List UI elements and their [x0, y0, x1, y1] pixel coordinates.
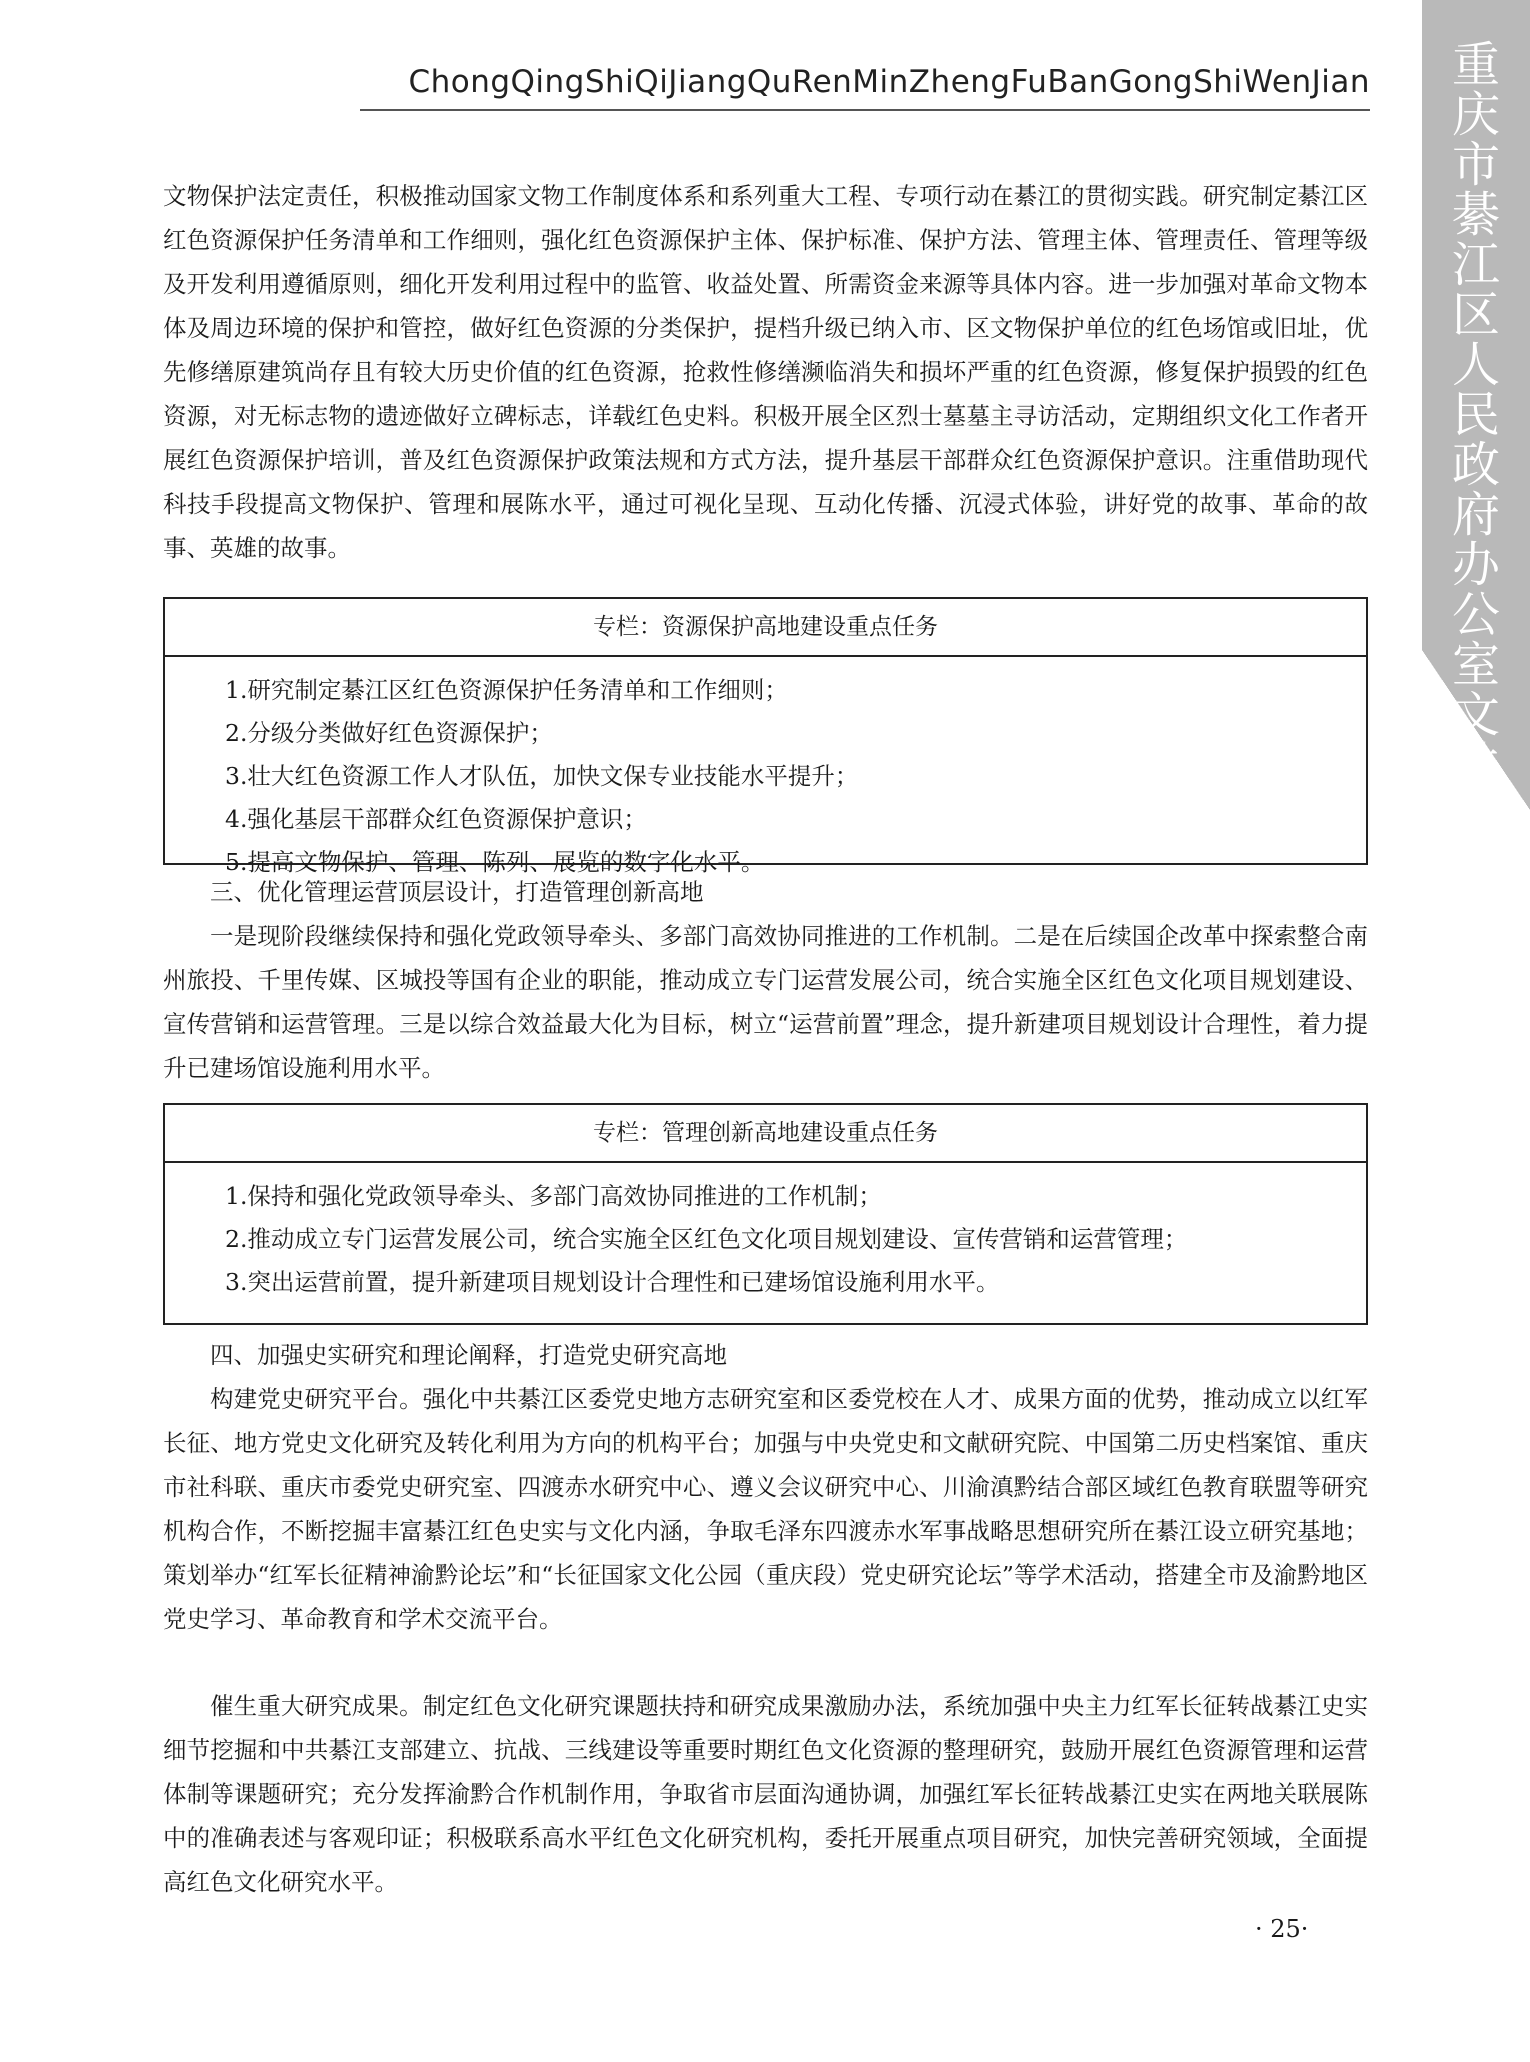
page-number: · 25· — [1255, 1915, 1309, 1943]
paragraph-intro: 文物保护法定责任，积极推动国家文物工作制度体系和系列重大工程、专项行动在綦江的贯彻实践。研究制定綦江区红色资源保护任务清单和工作细则，强化红色资源保护主体、保护标准、保护方法、管理主体、管理责任、管理等级及开发利用遵循原则，细化开发利用过程中的监管、收益处置、所需资金来源等具体内容。进一步加强对革命文物本体及周边环境的保护和管控，做好红色资源的分类保护，提档升级已纳入市、区文物保护单位的红色场馆或旧址，优先修缮原建筑尚存且有较大历史价值的红色资源，抢救性修缮濒临消失和损坏严重的红色资源，修复保护损毁的红色资源，对无标志物的遗迹做好立碑标志，详载红色史料。积极开展全区烈士墓墓主寻访活动，定期组织文化工作者开展红色资源保护培训，普及红色资源保护政策法规和方式方法，提升基层干部群众红色资源保护意识。注重借助现代科技手段提高文物保护、管理和展陈水平，通过可视化呈现、互动化传播、沉浸式体验，讲好党的故事、革命的故事、英雄的故事。 — [163, 182, 1368, 562]
section-heading-3: 三、优化管理运营顶层设计，打造管理创新高地 — [210, 878, 704, 906]
box-list-item: 4.强化基层干部群众红色资源保护意识； — [225, 805, 647, 833]
paragraph-research-results: 催生重大研究成果。制定红色文化研究课题扶持和研究成果激励办法，系统加强中央主力红军长征转战綦江史实细节挖掘和中共綦江支部建立、抗战、三线建设等重要时期红色文化资源的整理研究，鼓励开展红色资源管理和运营体制等课题研究；充分发挥渝黔合作机制作用，争取省市层面沟通协调，加强红军长征转战綦江史实在两地关联展陈中的准确表述与客观印证；积极联系高水平红色文化研究机构，委托开展重点项目研究，加快完善研究领域，全面提高红色文化研究水平。 — [163, 1692, 1368, 1896]
box-list-item: 2.推动成立专门运营发展公司，统合实施全区红色文化项目规划建设、宣传营销和运营管理； — [225, 1225, 1188, 1253]
box-list — [165, 1163, 1366, 1304]
side-tab-text: 重庆市綦江区人民政府办公室文件 — [1451, 37, 1500, 793]
section-heading-4: 四、加强史实研究和理论阐释，打造党史研究高地 — [210, 1341, 727, 1369]
box-list-item: 2.分级分类做好红色资源保护； — [225, 719, 553, 747]
header-title: ChongQingShiQiJiangQuRenMinZhengFuBanGongShiWenJian — [408, 64, 1370, 100]
paragraph-research-platform: 构建党史研究平台。强化中共綦江区委党史地方志研究室和区委党校在人才、成果方面的优势，推动成立以红军长征、地方党史文化研究及转化利用为方向的机构平台；加强与中央党史和文献研究院、中国第二历史档案馆、重庆市社科联、重庆市委党史研究室、四渡赤水研究中心、遵义会议研究中心、川渝滇黔结合部区域红色教育联盟等研究机构合作，不断挖掘丰富綦江红色史实与文化内涵，争取毛泽东四渡赤水军事战略思想研究所在綦江设立研究基地；策划举办“红军长征精神渝黔论坛”和“长征国家文化公园（重庆段）党史研究论坛”等学术活动，搭建全市及渝黔地区党史学习、革命教育和学术交流平台。 — [163, 1385, 1368, 1633]
box-title: 专栏：管理创新高地建设重点任务 — [165, 1105, 1366, 1163]
box-list-item: 3.壮大红色资源工作人才队伍，加快文保专业技能水平提升； — [225, 762, 859, 790]
header-rule — [360, 109, 1370, 111]
box-list — [165, 657, 1366, 884]
box-title: 专栏：资源保护高地建设重点任务 — [165, 599, 1366, 657]
box-list-item: 1.研究制定綦江区红色资源保护任务清单和工作细则； — [225, 676, 788, 704]
box-management-innovation — [163, 1103, 1368, 1325]
box-list-item: 5.提高文物保护、管理、陈列、展览的数字化水平。 — [225, 848, 765, 876]
box-resource-protection — [163, 597, 1368, 876]
box-list-item: 3.突出运营前置，提升新建项目规划设计合理性和已建场馆设施利用水平。 — [225, 1268, 1000, 1296]
paragraph-management: 一是现阶段继续保持和强化党政领导牵头、多部门高效协同推进的工作机制。二是在后续国企改革中探索整合南州旅投、千里传媒、区城投等国有企业的职能，推动成立专门运营发展公司，统合实施全区红色文化项目规划建设、宣传营销和运营管理。三是以综合效益最大化为目标，树立“运营前置”理念，提升新建项目规划设计合理性，着力提升已建场馆设施利用水平。 — [163, 922, 1368, 1082]
box-list-item: 1.保持和强化党政领导牵头、多部门高效协同推进的工作机制； — [225, 1182, 882, 1210]
